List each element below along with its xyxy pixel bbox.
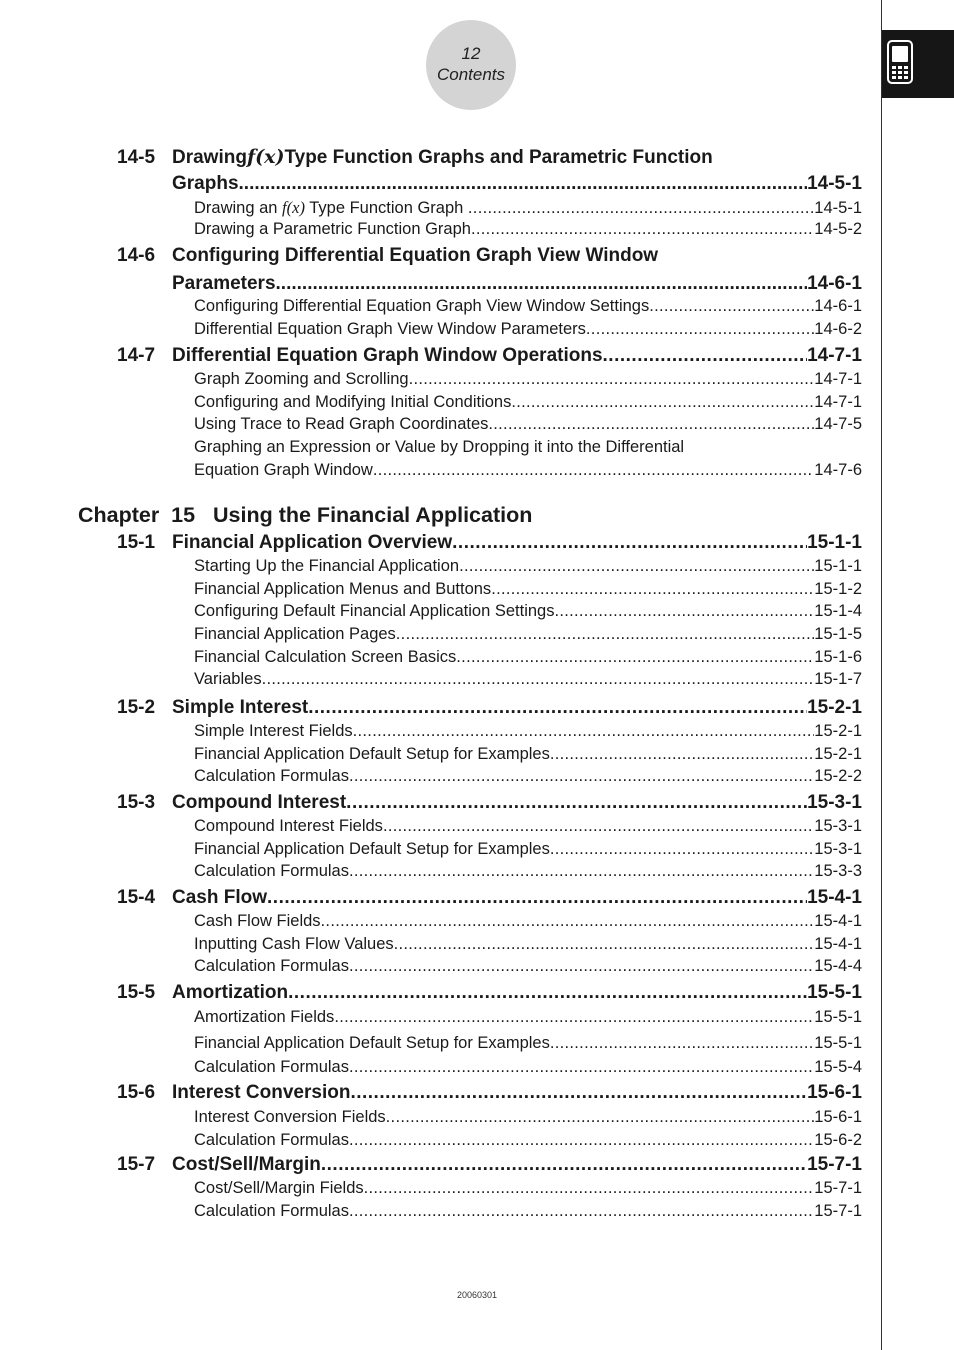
page-ref: 15-6-1 <box>814 1108 862 1126</box>
item-title: Interest Conversion Fields <box>194 1108 386 1126</box>
leader-dots <box>550 745 814 764</box>
footer-code: 20060301 <box>456 1290 498 1300</box>
toc-item[interactable] <box>194 393 862 412</box>
leader-dots <box>459 557 814 576</box>
page-ref: 15-3-1 <box>807 792 862 813</box>
leader-dots <box>349 862 814 881</box>
leader-dots <box>394 935 815 954</box>
page-ref: 15-1-5 <box>814 625 862 643</box>
item-title: Variables <box>194 670 262 688</box>
function-notation: f(x) <box>282 198 305 217</box>
toc-item[interactable] <box>194 912 862 931</box>
leader-dots <box>603 345 808 367</box>
toc-item[interactable] <box>194 1179 862 1198</box>
item-title: Cash Flow Fields <box>194 912 321 930</box>
item-title-end: Equation Graph Window <box>194 461 373 479</box>
toc-item[interactable] <box>194 297 862 316</box>
item-title: Graphing an Expression or Value by Dropping it into the Differential <box>194 438 685 456</box>
item-title: Calculation Formulas <box>194 862 349 880</box>
leader-dots <box>488 415 814 434</box>
item-title: Financial Application Default Setup for Examples <box>194 745 550 763</box>
toc-item[interactable] <box>194 220 862 239</box>
toc-item[interactable] <box>194 767 862 786</box>
toc-item[interactable] <box>194 580 862 599</box>
toc-section-15-1[interactable] <box>117 532 862 554</box>
leader-dots <box>409 370 815 389</box>
item-title: Simple Interest Fields <box>194 722 353 740</box>
leader-dots <box>586 320 814 339</box>
item-title: Using Trace to Read Graph Coordinates <box>194 415 489 433</box>
function-notation: f(x) <box>246 146 285 168</box>
section-number: 15-7 <box>117 1154 156 1175</box>
page-edge-rule <box>881 0 882 1350</box>
item-title: Cost/Sell/Margin Fields <box>194 1179 364 1197</box>
page-ref: 15-3-1 <box>814 817 862 835</box>
leader-dots <box>349 1058 814 1077</box>
page-ref: 15-2-1 <box>814 722 862 740</box>
page-ref: 14-5-1 <box>814 199 862 217</box>
section-title: Drawing <box>172 147 247 168</box>
leader-dots <box>276 273 808 295</box>
toc-section-14-7[interactable] <box>117 345 862 367</box>
leader-dots <box>471 220 814 239</box>
item-title: Financial Application Pages <box>194 625 396 643</box>
page-ref: 14-6-1 <box>814 297 862 315</box>
section-number: 15-5 <box>117 982 156 1003</box>
leader-dots <box>364 1179 815 1198</box>
toc-item[interactable] <box>194 817 862 836</box>
leader-dots <box>554 602 814 621</box>
page-ref: 15-1-1 <box>807 532 862 553</box>
page-ref: 15-3-3 <box>814 862 862 880</box>
leader-dots <box>456 648 814 667</box>
item-title: Drawing a Parametric Function Graph <box>194 220 471 238</box>
item-title: Financial Calculation Screen Basics <box>194 648 457 666</box>
section-number: 15-4 <box>117 887 156 908</box>
page-ref: 15-7-1 <box>814 1202 862 1220</box>
page-ref: 15-6-2 <box>814 1131 862 1149</box>
section-number: 14-7 <box>117 345 156 366</box>
toc-item-line-1[interactable] <box>194 438 684 457</box>
leader-dots <box>468 199 814 218</box>
page-ref: 15-1-4 <box>814 602 862 620</box>
section-title: Simple Interest <box>172 697 309 718</box>
leader-dots <box>550 1034 814 1053</box>
item-title: Amortization Fields <box>194 1008 335 1026</box>
section-number: 15-6 <box>117 1082 156 1103</box>
section-title: Cash Flow <box>172 887 268 908</box>
page-ref: 14-7-1 <box>814 370 862 388</box>
leader-dots <box>321 912 815 931</box>
section-title: Configuring Differential Equation Graph View Window <box>172 245 659 266</box>
item-title: Financial Application Default Setup for Examples <box>194 1034 550 1052</box>
page-ref: 15-1-2 <box>814 580 862 598</box>
item-title: Configuring Default Financial Application Settings <box>194 602 555 620</box>
section-title: Financial Application Overview <box>172 532 453 553</box>
toc-item[interactable] <box>194 1131 862 1150</box>
item-title: Configuring Differential Equation Graph View Window Settings <box>194 297 650 315</box>
section-title: Differential Equation Graph Window Operations <box>172 345 603 366</box>
section-title-end: Graphs <box>172 173 239 194</box>
toc-item[interactable] <box>194 862 862 881</box>
item-title: Calculation Formulas <box>194 767 349 785</box>
toc-section-15-3[interactable] <box>117 792 862 814</box>
toc-item[interactable] <box>194 1034 862 1053</box>
page-label: Contents <box>436 65 506 84</box>
toc-section-15-4[interactable] <box>117 887 862 909</box>
toc-item[interactable] <box>194 461 862 480</box>
leader-dots <box>288 982 807 1004</box>
section-number: 15-3 <box>117 792 156 813</box>
leader-dots <box>373 461 814 480</box>
toc-item[interactable] <box>194 1108 862 1127</box>
section-title: Cost/Sell/Margin <box>172 1154 321 1175</box>
item-title: Inputting Cash Flow Values <box>194 935 394 953</box>
page-ref: 15-2-2 <box>814 767 862 785</box>
page-ref: 14-6-1 <box>807 273 862 294</box>
toc-section-14-5-heading[interactable] <box>117 146 713 169</box>
toc-item[interactable] <box>194 198 862 218</box>
leader-dots <box>386 1108 815 1127</box>
page-ref: 15-4-4 <box>814 957 862 975</box>
item-title: Drawing an <box>194 199 283 217</box>
page-ref: 14-6-2 <box>814 320 862 338</box>
toc-item[interactable] <box>194 1202 862 1221</box>
leader-dots <box>346 792 807 814</box>
toc-section-14-5[interactable] <box>172 173 862 195</box>
page-ref: 15-4-1 <box>814 935 862 953</box>
page-ref: 14-5-1 <box>807 173 862 194</box>
page-badge <box>426 20 516 110</box>
item-title: Financial Application Menus and Buttons <box>194 580 492 598</box>
page-ref: 15-1-1 <box>814 557 862 575</box>
leader-dots <box>349 1131 814 1150</box>
section-title: Interest Conversion <box>172 1082 351 1103</box>
leader-dots <box>349 767 814 786</box>
page-ref: 15-5-1 <box>807 982 862 1003</box>
page-ref: 15-4-1 <box>814 912 862 930</box>
leader-dots <box>550 840 814 859</box>
page-ref: 15-5-4 <box>814 1058 862 1076</box>
page-ref: 14-5-2 <box>814 220 862 238</box>
toc-item[interactable] <box>194 648 862 667</box>
toc-item[interactable] <box>194 415 862 434</box>
page-ref: 14-7-1 <box>814 393 862 411</box>
item-title: Starting Up the Financial Application <box>194 557 460 575</box>
section-title: Compound Interest <box>172 792 347 813</box>
toc-item[interactable] <box>194 935 862 954</box>
leader-dots <box>321 1154 807 1176</box>
page-ref: 14-7-6 <box>814 461 862 479</box>
page-ref: 15-2-1 <box>807 697 862 718</box>
toc-item[interactable] <box>194 370 862 389</box>
leader-dots <box>267 887 807 909</box>
toc-item[interactable] <box>194 957 862 976</box>
section-title: Amortization <box>172 982 289 1003</box>
item-title: Graph Zooming and Scrolling <box>194 370 409 388</box>
leader-dots <box>349 957 814 976</box>
section-number: 15-2 <box>117 697 156 718</box>
toc-item[interactable] <box>194 722 862 741</box>
item-title: Calculation Formulas <box>194 1131 349 1149</box>
leader-dots <box>350 1082 807 1104</box>
item-title-cont: Type Function Graph <box>304 199 464 217</box>
toc-section-15-2[interactable] <box>117 697 862 719</box>
section-number: 15-1 <box>117 532 156 553</box>
toc-section-15-5[interactable] <box>117 982 862 1004</box>
page-ref: 14-7-5 <box>814 415 862 433</box>
item-title: Configuring and Modifying Initial Conditions <box>194 393 512 411</box>
toc-item[interactable] <box>194 745 862 764</box>
leader-dots <box>396 625 815 644</box>
toc-item[interactable] <box>194 625 862 644</box>
leader-dots <box>649 297 814 316</box>
page-ref: 15-7-1 <box>814 1179 862 1197</box>
item-title: Differential Equation Graph View Window Parameters <box>194 320 586 338</box>
toc-item[interactable] <box>194 670 862 689</box>
page-ref: 15-7-1 <box>807 1154 862 1175</box>
item-title: Compound Interest Fields <box>194 817 383 835</box>
item-title: Calculation Formulas <box>194 1202 349 1220</box>
toc-section-14-6[interactable] <box>172 273 862 295</box>
leader-dots <box>349 1202 814 1221</box>
section-number: 14-5 <box>117 147 156 168</box>
toc-section-15-7[interactable] <box>117 1154 862 1176</box>
item-title: Calculation Formulas <box>194 957 349 975</box>
toc-item[interactable] <box>194 602 862 621</box>
leader-dots <box>308 697 807 719</box>
toc-item[interactable] <box>194 840 862 859</box>
leader-dots <box>239 173 808 195</box>
page-ref: 15-5-1 <box>814 1034 862 1052</box>
section-title-end: Parameters <box>172 273 276 294</box>
toc-item[interactable] <box>194 557 862 576</box>
leader-dots <box>452 532 807 554</box>
page-ref: 15-3-1 <box>814 840 862 858</box>
section-number: 14-6 <box>117 245 156 266</box>
toc-section-15-6[interactable] <box>117 1082 862 1104</box>
toc-item[interactable] <box>194 320 862 339</box>
page-ref: 15-1-6 <box>814 648 862 666</box>
page-ref: 15-4-1 <box>807 887 862 908</box>
page-ref: 15-2-1 <box>814 745 862 763</box>
page-ref: 15-6-1 <box>807 1082 862 1103</box>
item-title: Calculation Formulas <box>194 1058 349 1076</box>
page-ref: 14-7-1 <box>807 345 862 366</box>
item-title: Financial Application Default Setup for Examples <box>194 840 550 858</box>
toc-section-14-6-heading[interactable] <box>117 245 658 267</box>
leader-dots <box>491 580 814 599</box>
leader-dots <box>262 670 815 689</box>
chapter-heading[interactable]: Chapter 15 Using the Financial Application <box>78 503 533 527</box>
page-ref: 15-5-1 <box>814 1008 862 1026</box>
leader-dots <box>511 393 814 412</box>
leader-dots <box>353 722 815 741</box>
page-number: 12 <box>461 44 481 63</box>
calculator-icon <box>887 40 913 84</box>
toc-item[interactable] <box>194 1058 862 1077</box>
page-ref: 15-1-7 <box>814 670 862 688</box>
section-title-cont: Type Function Graphs and Parametric Function <box>284 147 713 168</box>
leader-dots <box>383 817 814 836</box>
leader-dots <box>334 1008 814 1027</box>
toc-item[interactable] <box>194 1008 862 1027</box>
